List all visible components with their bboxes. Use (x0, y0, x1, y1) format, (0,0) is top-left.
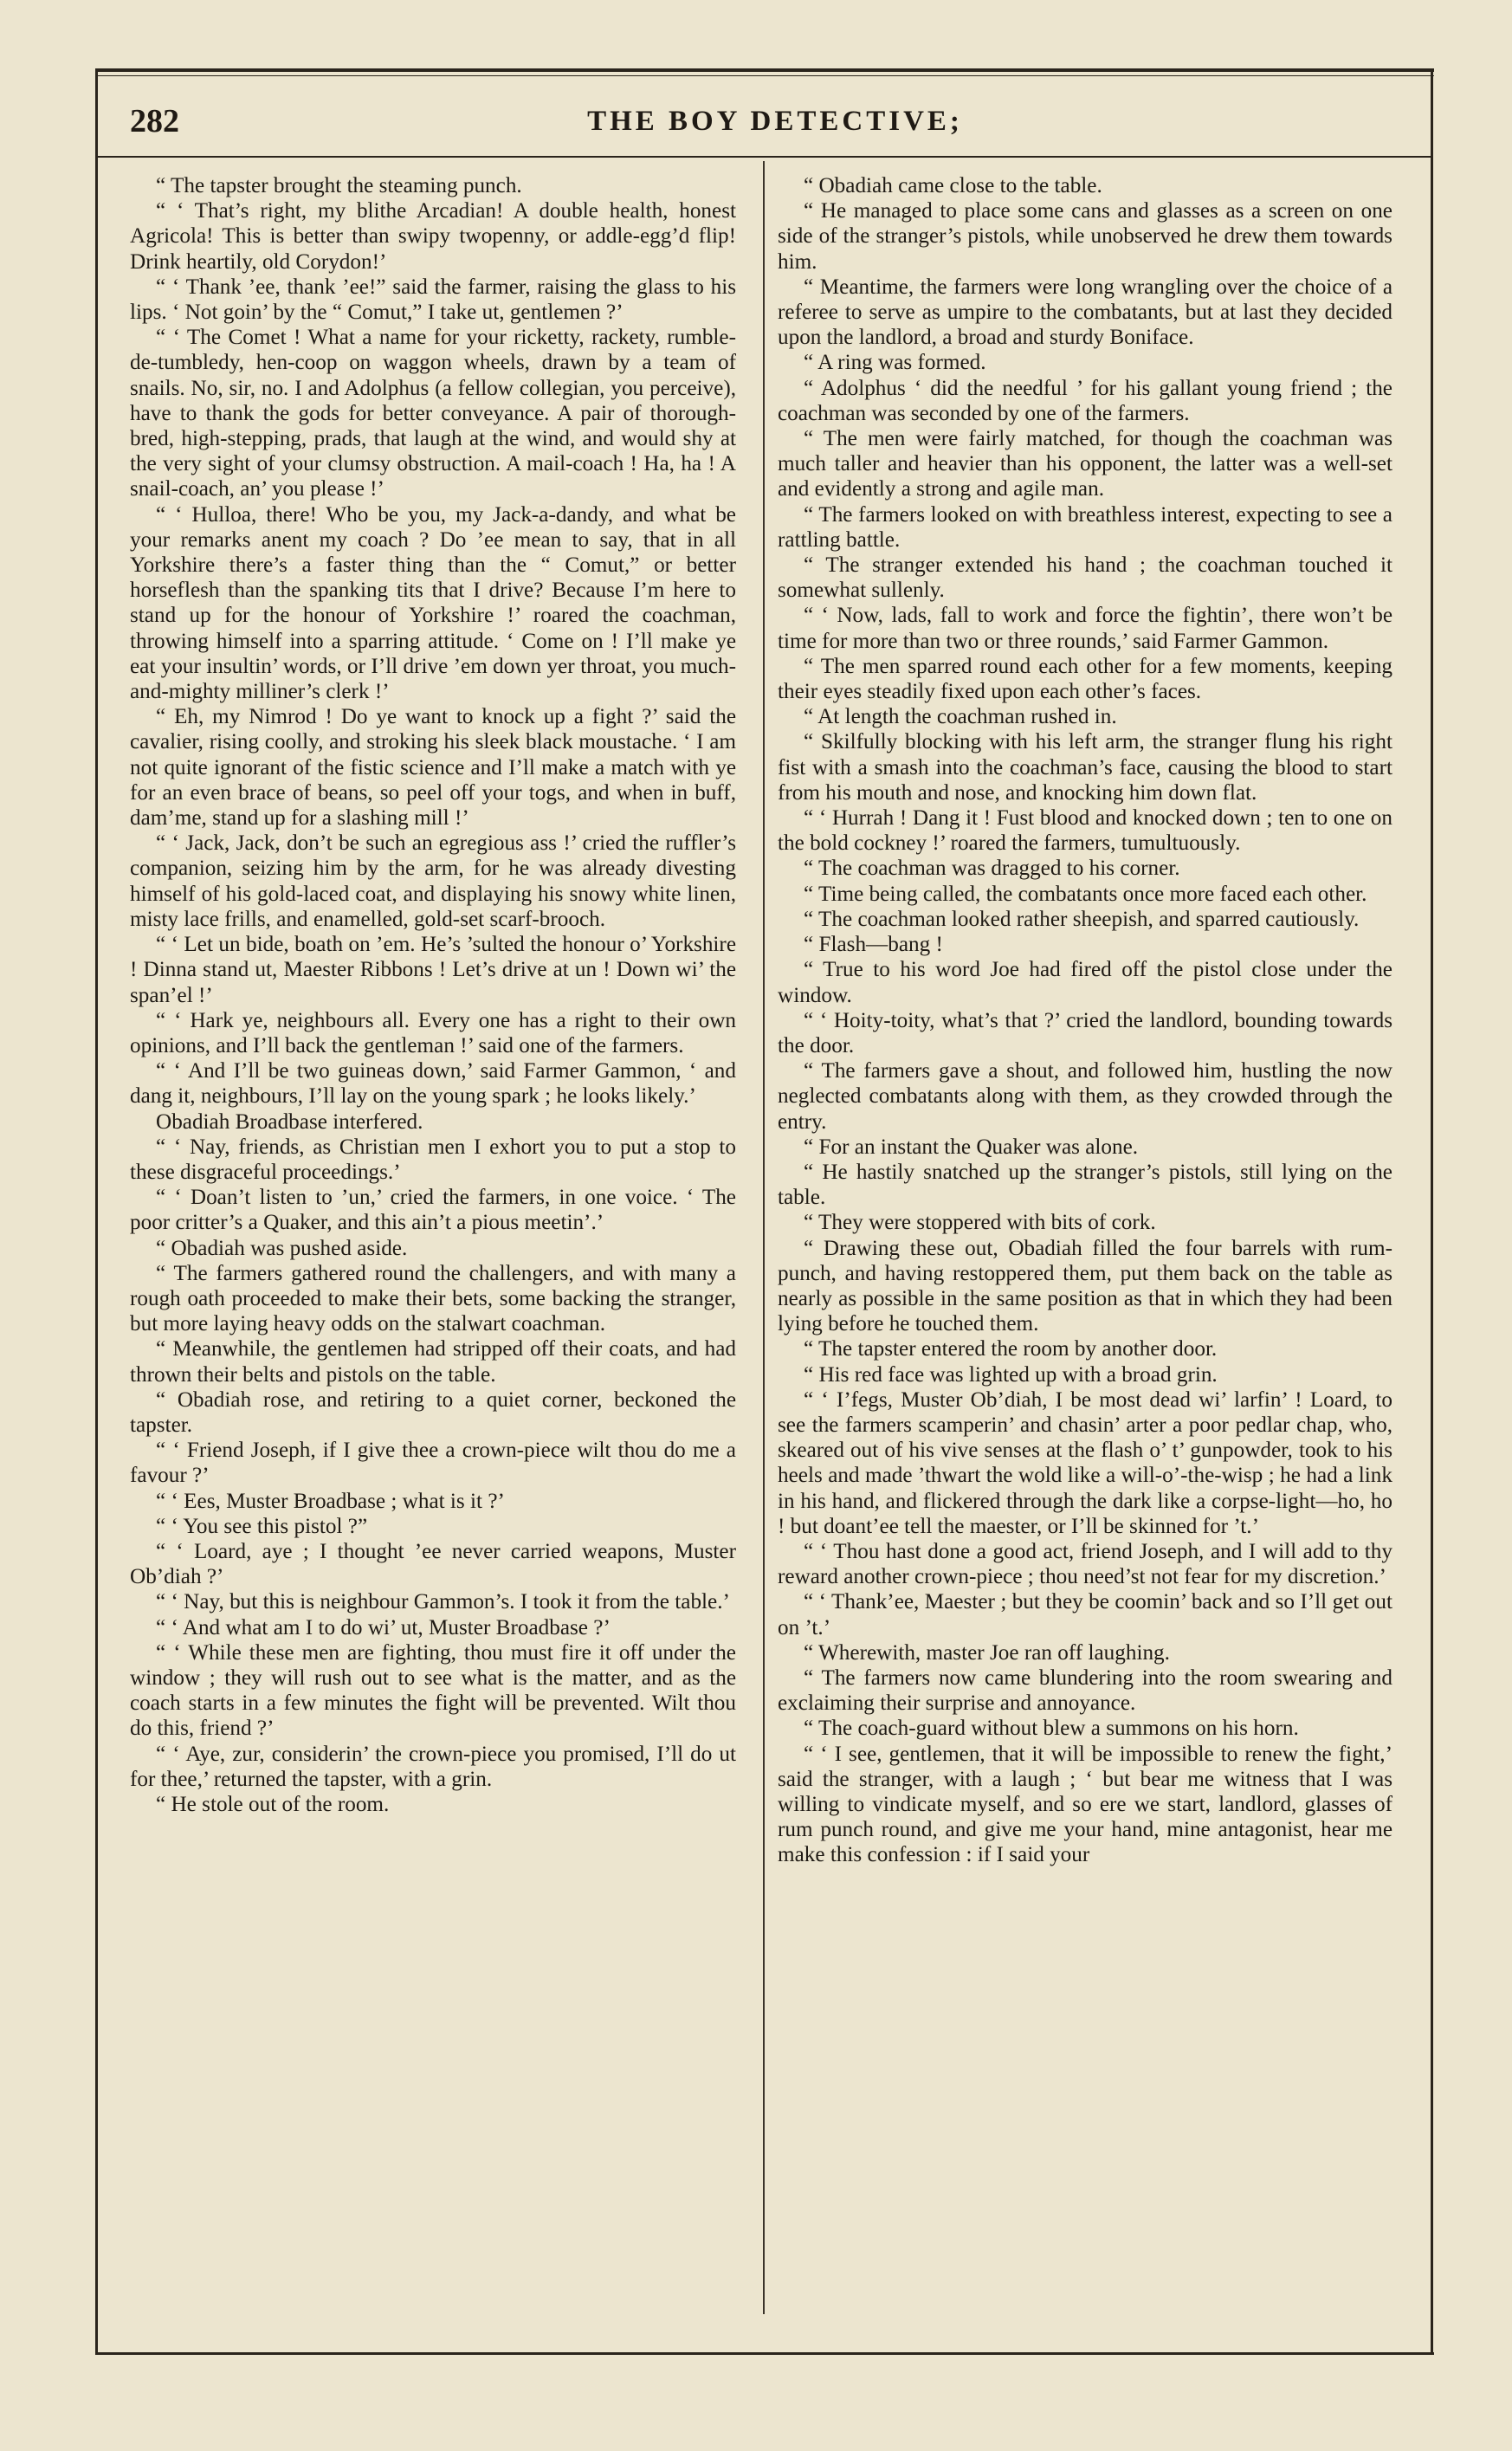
paragraph: “ The stranger extended his hand ; the coachman touched it somewhat sullenly. (778, 553, 1392, 603)
paragraph: “ ‘ And what am I to do wi’ ut, Muster Broadbase ?’ (156, 1615, 611, 1639)
paragraph: “ ‘ Doan’t listen to ’un,’ cried the farmers, in one voice. ‘ The poor critter’s a Quaker, and this ain’t a pious meetin’.’ (130, 1186, 736, 1235)
paragraph: “ ‘ The Comet ! What a name for your ricketty, rackety, rumble-de-tumbledy, hen-coop on waggon wheels, drawn by a team of snails. No, sir, no. I and Adolphus (a fellow collegian, you perceive), have to thank the gods for better conveyance. A pair of thorough-bred, high-stepping, prads, that laugh at the wind, and would shy at the very sight of your clumsy obstruction. A mail-coach ! Ha, ha ! A snail-coach, an’ you please !’ (130, 326, 736, 501)
paragraph: “ ‘ Loard, aye ; I thought ’ee never carried weapons, Muster Ob’diah ?’ (130, 1539, 736, 1589)
paragraph: “ ‘ Ees, Muster Broadbase ; what is it ?’ (156, 1489, 505, 1513)
paragraph: “ Eh, my Nimrod ! Do ye want to knock up a fight ?’ said the cavalier, rising coolly, and stroking his sleek black moustache. ‘ I am not quite ignorant of the fistic science and I’ll make a match with ye for an even brace of beans, so peel off your togs, and when in buff, dam’me, stand up for a slashing mill !’ (130, 705, 736, 831)
paragraph: “ Obadiah rose, and retiring to a quiet corner, beckoned the tapster. (130, 1387, 736, 1437)
paragraph: “ ‘ That’s right, my blithe Arcadian! A double health, honest Agricola! This is better than swipy twopenny, or addle-egg’d flip! Drink heartily, old Corydon!’ (130, 199, 736, 274)
paragraph: “ ‘ Let un bide, boath on ’em. He’s ’sulted the honour o’ Yorkshire ! Dinna stand ut, Maester Ribbons ! Let’s drive at un ! Down wi’ the span’el !’ (130, 933, 736, 1007)
column-divider (763, 161, 765, 2314)
paragraph: “ ‘ I see, gentlemen, that it will be impossible to renew the fight,’ said the stranger, with a laugh ; ‘ but bear me witness that I was willing to vindicate myself, and so ere we start, landlord, glasses of rum punch round, and give me your hand, mine antagonist, hear me make this confession : if I said your (778, 1742, 1392, 1867)
paragraph: “ ‘ Hurrah ! Dang it ! Fust blood and knocked down ; ten to one on the bold cockney !’ roared the farmers, tumultuously. (778, 806, 1392, 856)
paragraph: “ Skilfully blocking with his left arm, the stranger flung his right fist with a smash into the coachman’s face, causing the blood to start from his mouth and nose, and knocking him down flat. (778, 730, 1392, 805)
paragraph: “ For an instant the Quaker was alone. (804, 1135, 1139, 1159)
paragraph: “ Time being called, the combatants once more faced each other. (804, 882, 1367, 906)
frame-left-rule (95, 68, 98, 2355)
paragraph: “ The tapster entered the room by another door. (804, 1337, 1218, 1361)
paragraph: “ Wherewith, master Joe ran off laughing. (804, 1640, 1170, 1665)
paragraph: “ ‘ Friend Joseph, if I give thee a crown-piece wilt thou do me a favour ?’ (130, 1439, 736, 1488)
paragraph: “ ‘ Nay, friends, as Christian men I exhort you to put a stop to these disgraceful proceedings.’ (130, 1135, 736, 1184)
header-rule (98, 156, 1431, 158)
paragraph: “ ‘ And I’ll be two guineas down,’ said Farmer Gammon, ‘ and dang it, neighbours, I’ll lay on the young spark ; he looks likely.’ (130, 1059, 736, 1109)
paragraph: Obadiah Broadbase interfered. (156, 1109, 423, 1134)
paragraph: “ ‘ Thou hast done a good act, friend Joseph, and I will add to thy reward another crown-piece ; thou need’st not fear for my discretion.’ (778, 1539, 1392, 1589)
paragraph: “ They were stoppered with bits of cork. (804, 1211, 1156, 1235)
frame-top-thin-rule (95, 75, 1434, 76)
right-column (778, 173, 1392, 1868)
paragraph: “ ‘ Nay, but this is neighbour Gammon’s. I took it from the table.’ (156, 1590, 730, 1614)
paragraph: “ The farmers gave a shout, and followed him, hustling the now neglected combatants along with them, as they crowded through the entry. (778, 1059, 1392, 1134)
paragraph: “ Obadiah came close to the table. (804, 174, 1102, 197)
paragraph: “ He hastily snatched up the stranger’s pistols, still lying on the table. (778, 1160, 1392, 1210)
paragraph: “ ‘ I’fegs, Muster Ob’diah, I be most dead wi’ larfin’ ! Loard, to see the farmers scamperin’ and chasin’ arter a poor pedlar chap, who, skeared out of his vive senses at the flash o’ t’ gunpowder, took to his heels and made ’thwart the wold like a will-o’-the-wisp ; he had a link in his hand, and flickered through the dark like a corpse-light—ho, ho ! but doant’ee tell the maester, or I’ll be skinned for ’t.’ (778, 1387, 1392, 1538)
paragraph: “ ‘ Thank ’ee, thank ’ee!” said the farmer, raising the glass to his lips. ‘ Not goin’ by the “ Comut,” I take ut, gentlemen ?’ (130, 275, 736, 325)
paragraph: “ His red face was lighted up with a broad grin. (804, 1362, 1218, 1387)
paragraph: “ The tapster brought the steaming punch. (156, 174, 522, 197)
frame-top-rule (95, 68, 1434, 72)
paragraph: “ The men sparred round each other for a few moments, keeping their eyes steadily fixed upon each other’s faces. (778, 654, 1392, 704)
paragraph: “ He managed to place some cans and glasses as a screen on one side of the stranger’s pistols, while unobserved he drew them towards him. (778, 199, 1392, 274)
running-title: THE BOY DETECTIVE; (587, 106, 963, 137)
paragraph: “ The farmers gathered round the challengers, and with many a rough oath proceeded to make their bets, some backing the stranger, but more laying heavy odds on the stalwart coachman. (130, 1261, 736, 1336)
paragraph: “ ‘ Hark ye, neighbours all. Every one has a right to their own opinions, and I’ll back the gentleman !’ said one of the farmers. (130, 1008, 736, 1057)
paragraph: “ ‘ Jack, Jack, don’t be such an egregious ass !’ cried the ruffler’s companion, seizing him by the arm, for he was already divesting himself of his gold-laced coat, and displaying his snowy white linen, misty lace frills, and enamelled, gold-set scarf-brooch. (130, 831, 736, 931)
page-header (130, 97, 1420, 149)
paragraph: “ ‘ Hulloa, there! Who be you, my Jack-a-dandy, and what be your remarks anent my coach ? Do ’ee mean to say, that in all Yorkshire there’s a faster thing than the “ Comut,” or better horseflesh than the spanking tits that I drive? Because I’m here to stand up for the honour of Yorkshire !’ roared the coachman, throwing himself into a sparring attitude. ‘ Come on ! I’ll make ye eat your insultin’ words, or I’ll drive ’em down yer throat, you much-and-mighty milliner’s clerk !’ (130, 502, 736, 704)
paragraph: “ The coachman was dragged to his corner. (804, 857, 1180, 881)
frame-bottom-rule (95, 2352, 1434, 2355)
paragraph: “ The coachman looked rather sheepish, and sparred cautiously. (804, 907, 1360, 931)
paragraph: “ Flash—bang ! (804, 933, 943, 957)
paragraph: “ True to his word Joe had fired off the pistol close under the window. (778, 958, 1392, 1007)
left-column (130, 173, 736, 1817)
paragraph: “ ‘ Aye, zur, considerin’ the crown-piece you promised, I’ll do ut for thee,’ returned the tapster, with a grin. (130, 1742, 736, 1791)
paragraph: “ ‘ You see this pistol ?” (156, 1514, 368, 1538)
paragraph: “ Obadiah was pushed aside. (156, 1236, 408, 1260)
paragraph: “ ‘ Now, lads, fall to work and force the fightin’, there won’t be time for more than two or three rounds,’ said Farmer Gammon. (778, 604, 1392, 653)
paragraph: “ Meanwhile, the gentlemen had stripped off their coats, and had thrown their belts and pistols on the table. (130, 1337, 736, 1387)
paragraph: “ He stole out of the room. (156, 1793, 390, 1816)
paragraph: “ The men were fairly matched, for though the coachman was much taller and heavier than his opponent, the latter was a well-set and evidently a strong and agile man. (778, 427, 1392, 501)
paragraph: “ Meantime, the farmers were long wrangling over the choice of a referee to serve as umpire to the combatants, but at last they decided upon the landlord, a broad and sturdy Boniface. (778, 275, 1392, 350)
paragraph: “ ‘ Hoity-toity, what’s that ?’ cried the landlord, bounding towards the door. (778, 1008, 1392, 1057)
paragraph: “ A ring was formed. (804, 351, 986, 375)
paragraph: “ Adolphus ‘ did the needful ’ for his gallant young friend ; the coachman was seconded by one of the farmers. (778, 376, 1392, 425)
paragraph: “ The farmers now came blundering into the room swearing and exclaiming their surprise and annoyance. (778, 1665, 1392, 1716)
paragraph: “ Drawing these out, Obadiah filled the four barrels with rum-punch, and having restoppered them, put them back on the table as nearly as possible in the same position as that in which they had been lying before he touched them. (778, 1236, 1392, 1336)
paragraph: “ The farmers looked on with breathless interest, expecting to see a rattling battle. (778, 502, 1392, 552)
paragraph: “ ‘ Thank’ee, Maester ; but they be coomin’ back and so I’ll get out on ’t.’ (778, 1590, 1392, 1639)
frame-right-rule (1431, 68, 1433, 2355)
paragraph: “ The coach-guard without blew a summons on his horn. (804, 1717, 1299, 1741)
paragraph: “ At length the coachman rushed in. (804, 705, 1117, 729)
page-number: 282 (130, 103, 179, 139)
paragraph: “ ‘ While these men are fighting, thou must fire it off under the window ; they will rush out to see what is the matter, and as the coach starts in a few minutes the fight will be prevented. Wilt thou do this, friend ?’ (130, 1640, 736, 1741)
